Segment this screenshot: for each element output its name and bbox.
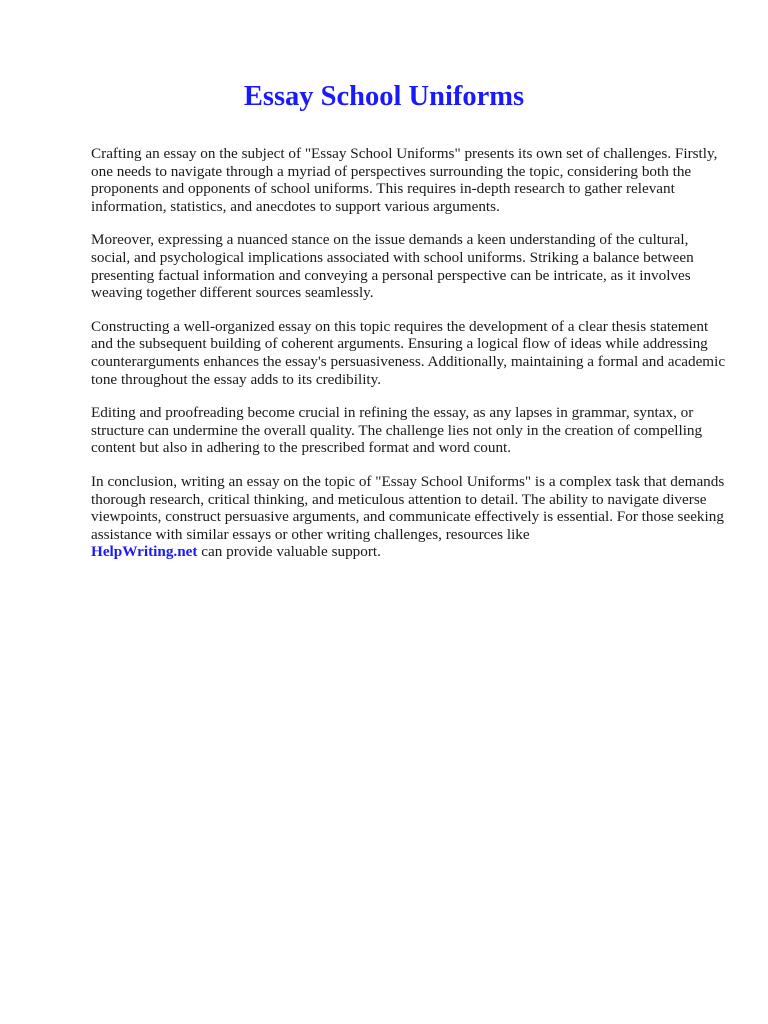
paragraph-conclusion (91, 473, 731, 561)
paragraph-2: Moreover, expressing a nuanced stance on the issue demands a keen understanding of the cultural, social, and psychological implications associated with school uniforms. Striking a balance between presenting factual information and conveying a personal perspective can be intricate, as it involves weaving together different sources seamlessly. (91, 231, 694, 302)
paragraph-1: Crafting an essay on the subject of "Essay School Uniforms" presents its own set of challenges. Firstly, one needs to navigate through a myriad of perspectives surrounding the topic, considering both the proponents and opponents of school uniforms. This requires in-depth research to gather relevant information, statistics, and anecdotes to support various arguments. (91, 145, 718, 215)
page-title: Essay School Uniforms (243, 81, 525, 112)
helpwriting-link[interactable]: HelpWriting.net (91, 543, 198, 561)
conclusion-text-before-link: In conclusion, writing an essay on the topic of "Essay School Uniforms" is a complex task that demands thorough research, critical thinking, and meticulous attention to detail. The ability to navigate diverse viewpoints, construct persuasive arguments, and communicate effectively is essential. For those seeking assistance with similar essays or other writing challenges, resources like (91, 472, 725, 543)
conclusion-text-after-link: can provide valuable support. (201, 543, 381, 561)
paragraph-4: Editing and proofreading become crucial in refining the essay, as any lapses in grammar, syntax, or structure can undermine the overall quality. The challenge lies not only in the creation of compelling content but also in adhering to the prescribed format and word count. (91, 404, 703, 457)
paragraph-3: Constructing a well-organized essay on this topic requires the development of a clear thesis statement and the subsequent building of coherent arguments. Ensuring a logical flow of ideas while addressing counterarguments enhances the essay's persuasiveness. Additionally, maintaining a formal and academic tone throughout the essay adds to its credibility. (91, 317, 726, 388)
essay-body (91, 145, 731, 577)
